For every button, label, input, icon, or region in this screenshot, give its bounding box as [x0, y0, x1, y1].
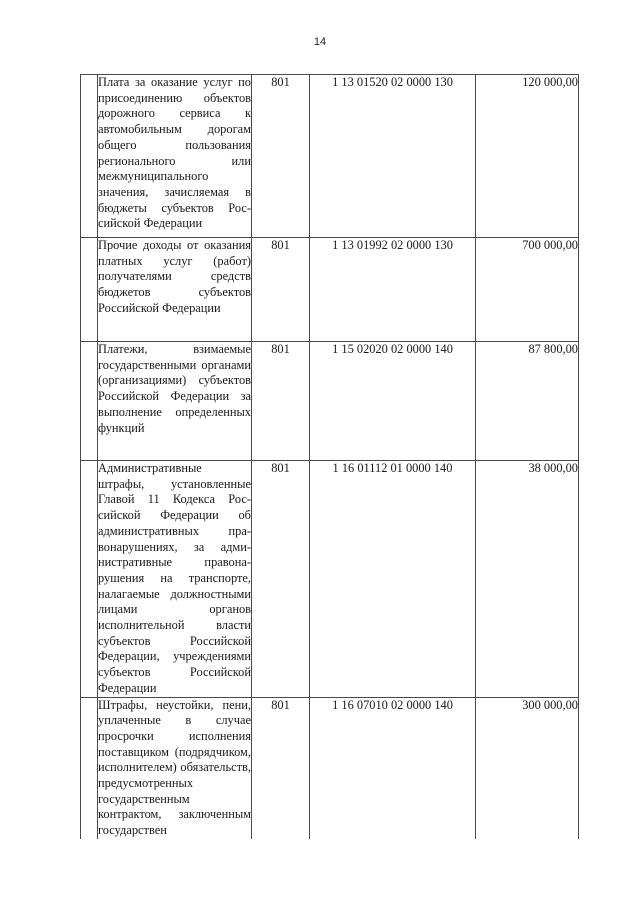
admin-code-cell: 801	[252, 342, 310, 461]
admin-code-cell: 801	[252, 461, 310, 698]
revenue-name-cell: Штрафы, неустойки, пени, уплаченные в случае просрочки исполнения поставщиком (подрядчиком, исполнителем) обязательств, предусмотренных государственным контрактом, заключенным государствен	[98, 697, 251, 838]
revenue-name-cell: Платежи, взимаемые государственными органами (организациями) субъектов Российской Федерации за выполнение определенных функций	[98, 342, 252, 461]
kbk-code-cell: 1 13 01992 02 0000 130	[310, 238, 476, 342]
admin-code-cell: 801	[252, 75, 310, 238]
row-number-cell	[81, 697, 98, 839]
row-number-cell	[81, 342, 98, 461]
table-row	[81, 342, 579, 461]
row-number-cell	[81, 461, 98, 698]
table-row	[81, 75, 579, 238]
row-number-cell	[81, 75, 98, 238]
amount-cell: 120 000,00	[476, 75, 579, 238]
revenue-table	[80, 74, 579, 839]
amount-cell: 700 000,00	[476, 238, 579, 342]
amount-cell: 38 000,00	[476, 461, 579, 698]
kbk-code-cell: 1 16 07010 02 0000 140	[310, 697, 476, 839]
kbk-code-cell: 1 15 02020 02 0000 140	[310, 342, 476, 461]
kbk-code-cell: 1 13 01520 02 0000 130	[310, 75, 476, 238]
admin-code-cell: 801	[252, 238, 310, 342]
table-row	[81, 461, 579, 698]
kbk-code-cell: 1 16 01112 01 0000 140	[310, 461, 476, 698]
amount-cell: 300 000,00	[476, 697, 579, 839]
admin-code-cell: 801	[252, 697, 310, 839]
table-row	[81, 697, 579, 839]
row-number-cell	[81, 238, 98, 342]
revenue-name-cell: Административные штрафы, установленные Главой 11 Кодекса Российской Федерации об административных правонарушениях, за административные правонарушения на транспорте, налагаемые должностными лицами органов исполнительной власти субъектов Российской Федерации, учреждениями субъектов Российской Федерации	[98, 461, 252, 698]
page-number: 14	[313, 36, 327, 48]
revenue-name-cell: Прочие доходы от оказания платных услуг (работ) получателями средств бюджетов субъектов Российской Федерации	[98, 238, 252, 342]
revenue-name-cell: Плата за оказание услуг по присоединению объектов дорожного сервиса к автомобильным дорогам общего пользования регионального или межмуниципального значения, зачисляемая в бюджеты субъектов Российской Федерации	[98, 75, 252, 238]
table-row	[81, 238, 579, 342]
amount-cell: 87 800,00	[476, 342, 579, 461]
